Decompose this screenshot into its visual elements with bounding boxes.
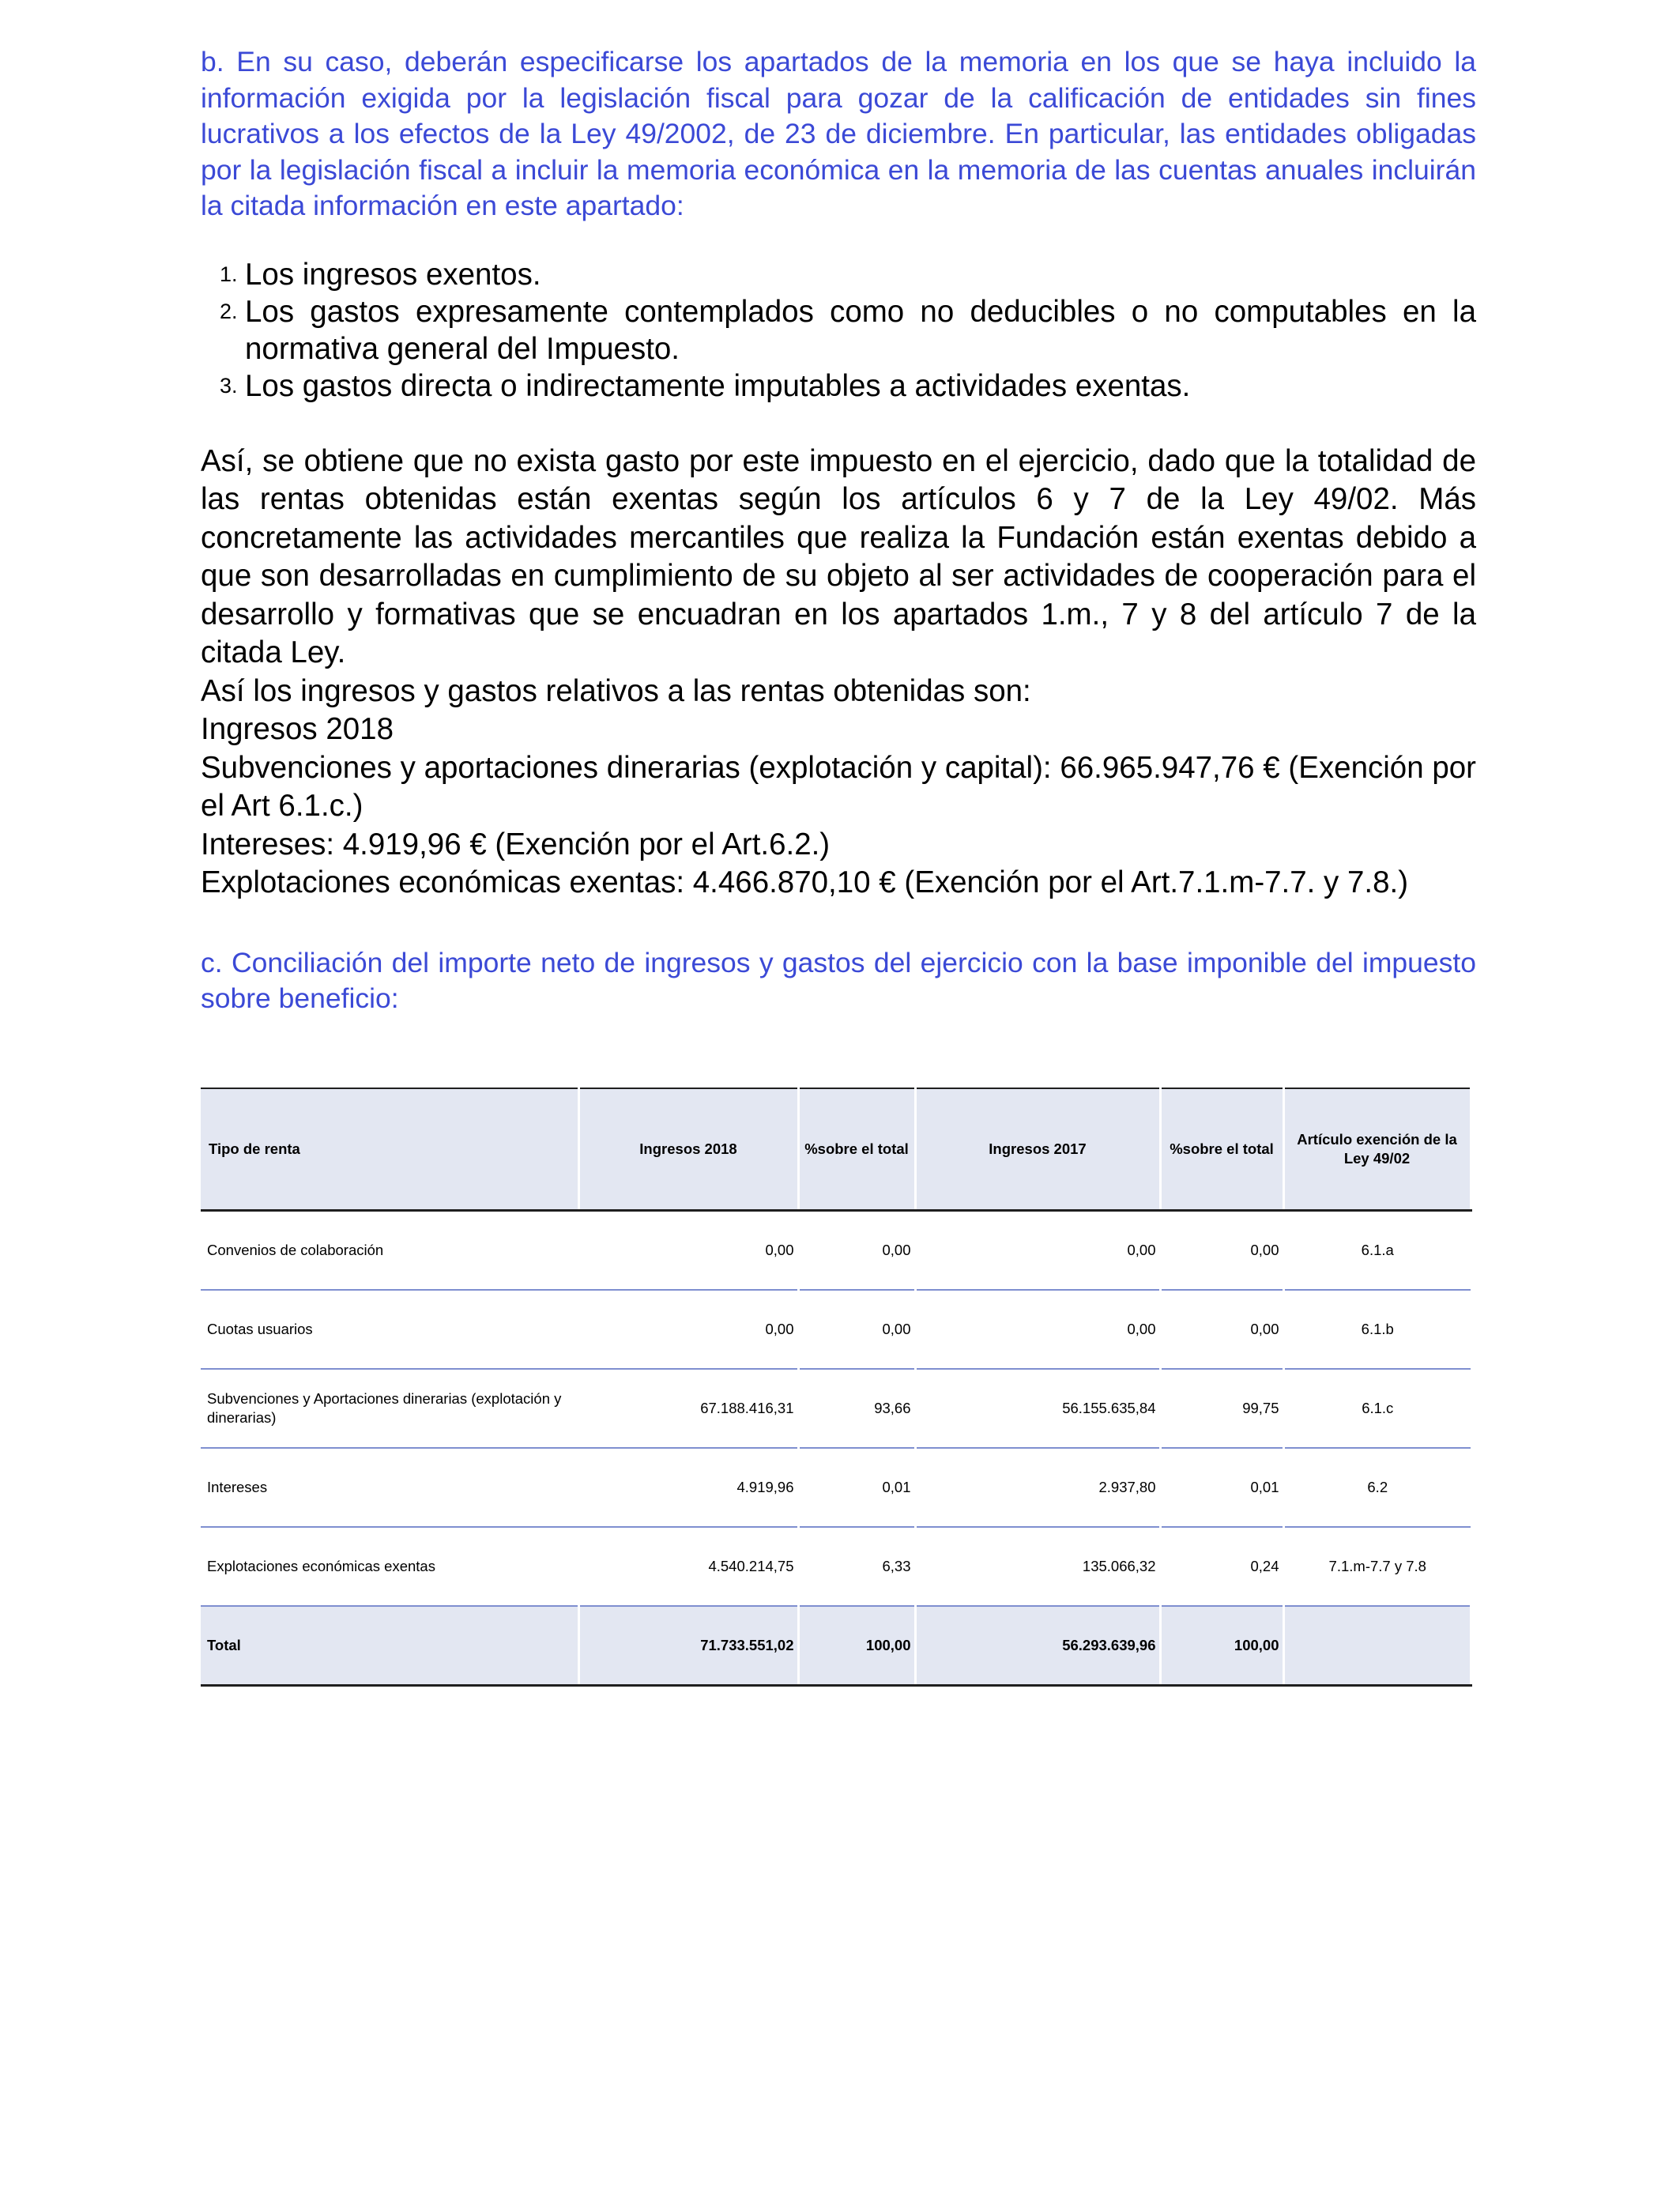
cell-pct-2018: 0,01: [798, 1448, 915, 1527]
cell-pct-2018: 0,00: [798, 1290, 915, 1369]
cell-pct-2017: 0,01: [1160, 1448, 1283, 1527]
table-row: [201, 1290, 1471, 1369]
section-b-intro: b. En su caso, deberán especificarse los apartados de la memoria en los que se haya incluido la información exigida por la legislación fiscal para gozar de la calificación de entidades sin fines lucrativos a los efectos de la Ley 49/2002, de 23 de diciembre. En particular, las entidades obligadas por la legislación fiscal a incluir la memoria económica en la memoria de las cuentas anuales incluirán la citada información en este apartado:: [201, 46, 1476, 221]
cell-ingresos-2017: 135.066,32: [915, 1527, 1160, 1606]
cell-ingresos-2017: 0,00: [915, 1211, 1160, 1291]
col-header-ingresos-2018: Ingresos 2018: [578, 1088, 798, 1211]
cell-pct-2017: 0,00: [1160, 1290, 1283, 1369]
col-header-articulo: Artículo exención de la Ley 49/02: [1283, 1088, 1471, 1211]
col-header-tipo-renta: Tipo de renta: [201, 1088, 578, 1211]
total-articulo: [1283, 1606, 1471, 1686]
cell-ingresos-2018: 0,00: [578, 1211, 798, 1291]
cell-ingresos-2017: 56.155.635,84: [915, 1369, 1160, 1448]
cell-pct-2018: 6,33: [798, 1527, 915, 1606]
cell-pct-2017: 99,75: [1160, 1369, 1283, 1448]
cell-tipo-renta: Convenios de colaboración: [201, 1211, 578, 1291]
table-header-row: [201, 1088, 1471, 1211]
cell-ingresos-2018: 4.919,96: [578, 1448, 798, 1527]
requirements-list: [201, 256, 1476, 405]
total-label: Total: [201, 1606, 578, 1686]
table-row: [201, 1211, 1471, 1291]
cell-tipo-renta: Explotaciones económicas exentas: [201, 1527, 578, 1606]
cell-pct-2018: 93,66: [798, 1369, 915, 1448]
cell-articulo: 6.1.c: [1283, 1369, 1471, 1448]
cell-pct-2017: 0,24: [1160, 1527, 1283, 1606]
cell-ingresos-2017: 0,00: [915, 1290, 1160, 1369]
list-item: [201, 368, 1476, 405]
income-intereses-line: Intereses: 4.919,96 € (Exención por el Art.6.2.): [201, 827, 831, 861]
total-pct-2017: 100,00: [1160, 1606, 1283, 1686]
col-header-pct-2017: %sobre el total: [1160, 1088, 1283, 1211]
col-header-ingresos-2017: Ingresos 2017: [915, 1088, 1160, 1211]
table-row: [201, 1527, 1471, 1606]
cell-pct-2017: 0,00: [1160, 1211, 1283, 1291]
list-item-text: Los ingresos exentos.: [245, 257, 541, 292]
cell-tipo-renta: Cuotas usuarios: [201, 1290, 578, 1369]
total-pct-2018: 100,00: [798, 1606, 915, 1686]
cell-articulo: 6.2: [1283, 1448, 1471, 1527]
cell-ingresos-2017: 2.937,80: [915, 1448, 1160, 1527]
income-explotaciones-line: Explotaciones económicas exentas: 4.466.870,10 € (Exención por el Art.7.1.m-7.7. y 7.8.): [201, 865, 1409, 899]
total-ingresos-2018: 71.733.551,02: [578, 1606, 798, 1686]
table-total-row: [201, 1606, 1471, 1686]
list-item: [201, 293, 1476, 368]
income-subvenciones-line: Subvenciones y aportaciones dinerarias (explotación y capital): 66.965.947,76 € (Exención por el Art 6.1.c.): [201, 750, 1476, 823]
income-table: [201, 1088, 1472, 1687]
list-item-text: Los gastos expresamente contemplados como no deducibles o no computables en la normativa general del Impuesto.: [245, 294, 1476, 366]
cell-articulo: 6.1.a: [1283, 1211, 1471, 1291]
list-item-number: 2.: [220, 299, 238, 323]
cell-articulo: 7.1.m-7.7 y 7.8: [1283, 1527, 1471, 1606]
list-item-number: 3.: [220, 373, 238, 398]
explanation-paragraph: Así, se obtiene que no exista gasto por este impuesto en el ejercicio, dado que la totalidad de las rentas obtenidas están exentas según los artículos 6 y 7 de la Ley 49/02. Más concretamente las actividades mercantiles que realiza la Fundación están exentas debido a que son desarrolladas en cumplimiento de su objeto al ser actividades de cooperación para el desarrollo y formativas que se encuadran en los apartados 1.m., 7 y 8 del artículo 7 de la citada Ley.: [201, 443, 1476, 669]
list-item-text: Los gastos directa o indirectamente imputables a actividades exentas.: [245, 368, 1191, 403]
document-page: [201, 44, 1476, 1017]
cell-pct-2018: 0,00: [798, 1211, 915, 1291]
section-c-intro: c. Conciliación del importe neto de ingresos y gastos del ejercicio con la base imponible del impuesto sobre beneficio:: [201, 946, 1476, 1014]
cell-ingresos-2018: 4.540.214,75: [578, 1527, 798, 1606]
table-row: [201, 1369, 1471, 1448]
cell-ingresos-2018: 0,00: [578, 1290, 798, 1369]
cell-ingresos-2018: 67.188.416,31: [578, 1369, 798, 1448]
income-intro-line: Así los ingresos y gastos relativos a las rentas obtenidas son:: [201, 673, 1031, 708]
cell-articulo: 6.1.b: [1283, 1290, 1471, 1369]
cell-tipo-renta: Intereses: [201, 1448, 578, 1527]
list-item: [201, 256, 1476, 293]
list-item-number: 1.: [220, 262, 238, 286]
exemption-explanation: [201, 443, 1476, 903]
col-header-pct-2018: %sobre el total: [798, 1088, 915, 1211]
total-ingresos-2017: 56.293.639,96: [915, 1606, 1160, 1686]
table-row: [201, 1448, 1471, 1527]
income-year-heading: Ingresos 2018: [201, 712, 394, 746]
cell-tipo-renta: Subvenciones y Aportaciones dinerarias (explotación y dinerarias): [201, 1369, 578, 1448]
